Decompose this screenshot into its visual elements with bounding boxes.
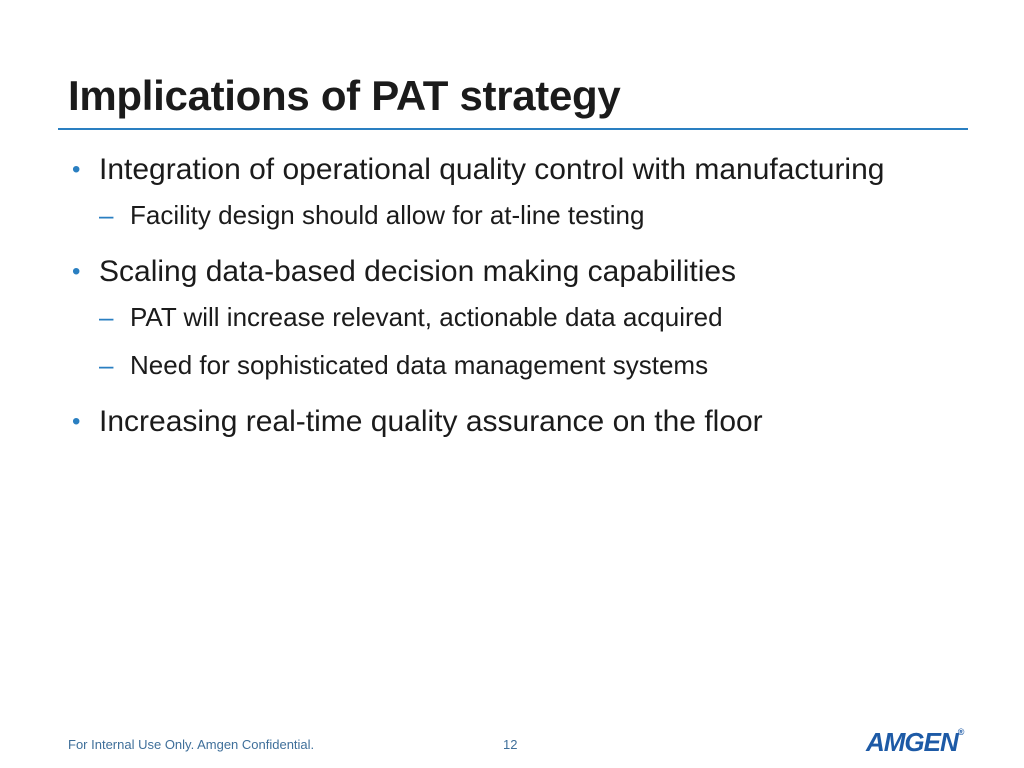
sub-bullet-item xyxy=(72,300,972,334)
amgen-logo xyxy=(866,727,964,758)
sub-bullet-marker: – xyxy=(99,200,114,230)
slide-title: Implications of PAT strategy xyxy=(68,72,621,119)
bullet-item xyxy=(72,402,972,442)
sub-bullet-item xyxy=(72,348,972,382)
sub-bullet-text: Need for sophisticated data management systems xyxy=(130,350,709,380)
bullet-text: Increasing real-time quality assurance on the floor xyxy=(99,405,763,438)
bullet-list xyxy=(72,150,972,442)
title-divider xyxy=(58,128,968,130)
page-number: 12 xyxy=(503,737,518,752)
confidential-notice: For Internal Use Only. Amgen Confidential. xyxy=(68,737,315,752)
bullet-text: Scaling data-based decision making capabilities xyxy=(99,255,737,288)
sub-bullet-text: Facility design should allow for at-line testing xyxy=(130,200,645,230)
bullet-item xyxy=(72,252,972,292)
bullet-marker: • xyxy=(72,258,81,285)
logo-wordmark: AMGEN xyxy=(866,727,958,757)
bullet-marker: • xyxy=(72,408,81,435)
bullet-item xyxy=(72,150,972,190)
sub-bullet-marker: – xyxy=(99,302,114,332)
sub-bullet-marker: – xyxy=(99,350,114,380)
bullet-marker: • xyxy=(72,156,81,183)
sub-bullet-item xyxy=(72,198,972,232)
sub-bullet-text: PAT will increase relevant, actionable data acquired xyxy=(130,302,723,332)
registered-mark: ® xyxy=(957,727,965,737)
bullet-text: Integration of operational quality control with manufacturing xyxy=(99,153,885,186)
